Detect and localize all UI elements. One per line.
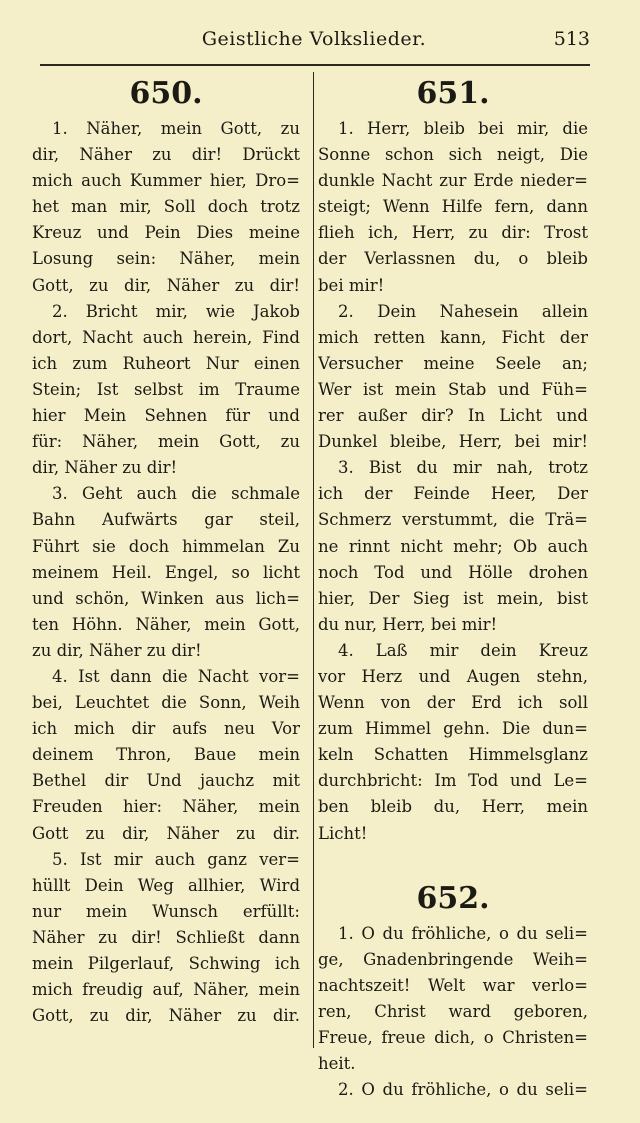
text-line: 2. Dein Nahesein allein [338, 301, 588, 321]
text-line: Sonne schon sich neigt, Die [318, 145, 588, 165]
text-line: dunkle Nacht zur Erde nieder= [318, 171, 588, 191]
hymn-652-text [318, 921, 588, 1104]
text-line: Versucher meine Seele an; [318, 353, 588, 373]
column-divider [313, 72, 314, 1048]
text-line: zum Himmel gehn. Die dun= [318, 719, 588, 739]
text-line: bei mir! [318, 275, 385, 295]
text-line: 1. O du fröhliche, o du seli= [338, 923, 588, 943]
text-line: hüllt Dein Weg allhier, Wird [32, 875, 300, 895]
text-line: Dunkel bleibe, Herr, bei mir! [318, 432, 588, 452]
running-title: Geistliche Volkslieder. [201, 28, 427, 50]
text-line: steigt; Wenn Hilfe fern, dann [318, 197, 588, 217]
hymn-number-651: 651. [416, 76, 490, 111]
hymn-number-652: 652. [416, 880, 490, 916]
text-line: dir, Näher zu dir! Drückt [32, 145, 300, 165]
text-line: 2. Bricht mir, wie Jakob [52, 301, 300, 321]
text-line: für: Näher, mein Gott, zu [32, 432, 300, 452]
text-line: het man mir, Soll doch trotz [32, 197, 300, 217]
text-line: ge, Gnadenbringende Weih= [318, 949, 588, 969]
text-line: der Verlassnen du, o bleib [318, 249, 588, 269]
section-gap [318, 847, 588, 877]
hymn-651-text [318, 116, 588, 847]
text-line: 1. Herr, bleib bei mir, die [338, 119, 588, 138]
text-line: dir, Näher zu dir! [32, 458, 178, 478]
text-line: keln Schatten Himmelsglanz [318, 745, 588, 765]
page-header [38, 28, 590, 58]
text-line: mich retten kann, Ficht der [318, 327, 588, 347]
text-line: hier, Der Sieg ist mein, bist [318, 588, 588, 608]
text-line: Bahn Aufwärts gar steil, [32, 510, 300, 530]
text-line: Schmerz verstummt, die Trä= [318, 510, 588, 530]
text-line: meinem Heil. Engel, so licht [32, 562, 300, 582]
text-line: nachtszeit! Welt war verlo= [318, 975, 588, 995]
text-line: ben bleib du, Herr, mein [318, 797, 588, 817]
text-line: du nur, Herr, bei mir! [318, 614, 498, 634]
text-line: 4. Laß mir dein Kreuz [338, 640, 588, 660]
text-line: hier Mein Sehnen für und [32, 406, 300, 426]
text-line: Wer ist mein Stab und Füh= [318, 379, 588, 399]
text-line: rer außer dir? In Licht und [318, 406, 588, 426]
text-line: mich auch Kummer hier, Dro= [32, 171, 300, 191]
text-line: Wenn von der Erd ich soll [318, 693, 588, 713]
text-line: noch Tod und Hölle drohen [318, 562, 588, 582]
text-line: 3. Geht auch die schmale [52, 484, 300, 504]
text-line: Stein; Ist selbst im Traume [32, 379, 300, 399]
text-line: ich der Feinde Heer, Der [318, 484, 588, 504]
text-line: Licht! [318, 823, 368, 843]
text-line: nur mein Wunsch erfüllt: [32, 901, 300, 921]
text-line: Gott, zu dir, Näher zu dir. [32, 1006, 300, 1026]
hymn-number-650: 650. [129, 76, 203, 111]
text-line: 3. Bist du mir nah, trotz [338, 458, 588, 478]
text-line: Freuden hier: Näher, mein [32, 797, 300, 817]
text-line: bei, Leuchtet die Sonn, Weih [32, 693, 300, 713]
text-line: vor Herz und Augen stehn, [318, 666, 588, 686]
text-line: ich zum Ruheort Nur einen [32, 353, 300, 373]
text-line: Führt sie doch himmelan Zu [32, 536, 300, 556]
text-line: flieh ich, Herr, zu dir: Trost [318, 223, 588, 243]
text-line: mich freudig auf, Näher, mein [32, 980, 300, 1000]
text-line: Bethel dir Und jauchz mit [32, 771, 300, 791]
text-line: ne rinnt nicht mehr; Ob auch [318, 536, 588, 556]
text-line: deinem Thron, Baue mein [32, 745, 300, 765]
text-line: und schön, Winken aus lich= [32, 588, 300, 608]
left-column [32, 72, 300, 1029]
text-line: ten Höhn. Näher, mein Gott, [32, 614, 300, 634]
text-line: mein Pilgerlauf, Schwing ich [32, 954, 300, 973]
text-line: dort, Nacht auch herein, Find [32, 327, 300, 347]
text-line: Freue, freue dich, o Christen= [318, 1028, 588, 1047]
text-line: 1. Näher, mein Gott, zu [52, 119, 300, 138]
text-line: zu dir, Näher zu dir! [32, 640, 202, 660]
text-line: 5. Ist mir auch ganz ver= [52, 849, 300, 869]
text-line: durchbricht: Im Tod und Le= [318, 771, 588, 791]
right-column [318, 72, 588, 1103]
text-line: ich mich dir aufs neu Vor [32, 719, 300, 739]
text-line: Näher zu dir! Schließt dann [32, 927, 300, 947]
text-line: Gott, zu dir, Näher zu dir! [32, 275, 300, 295]
text-line: Gott zu dir, Näher zu dir. [32, 823, 300, 843]
text-line: Kreuz und Pein Dies meine [32, 223, 300, 243]
header-rule [40, 64, 590, 66]
text-line: Losung sein: Näher, mein [32, 249, 300, 269]
page-number: 513 [553, 28, 590, 50]
text-line: ren, Christ ward geboren, [318, 1001, 588, 1021]
text-line: 4. Ist dann die Nacht vor= [52, 666, 300, 686]
text-line: heit. [318, 1054, 356, 1074]
text-line: 2. O du fröhliche, o du seli= [338, 1080, 588, 1100]
hymn-650-text [32, 116, 300, 1029]
